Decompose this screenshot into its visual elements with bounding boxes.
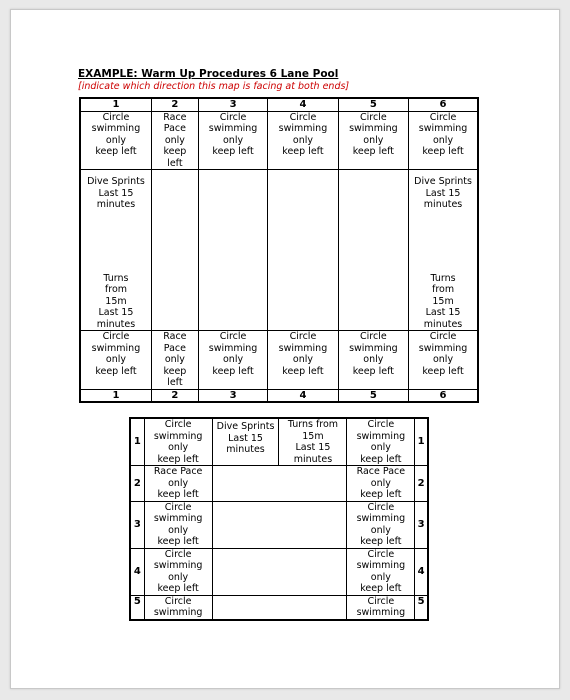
row-number: 1 <box>415 418 428 466</box>
lane-right-instruction <box>347 595 415 620</box>
text-line: minutes <box>226 444 265 455</box>
lane-left-instruction <box>144 466 212 502</box>
pool-center-empty <box>212 501 347 548</box>
text-line: Circle <box>164 595 192 607</box>
text-line: left <box>167 377 183 388</box>
text-line: Circle <box>367 595 395 607</box>
text-line: 15m <box>105 295 127 307</box>
text-line: minutes <box>423 199 463 210</box>
text-line: keep left <box>360 489 402 500</box>
text-line: Circle <box>367 419 395 430</box>
pool-row-5 <box>130 595 428 620</box>
row-number: 3 <box>415 501 428 548</box>
text-line: keep left <box>352 146 394 157</box>
text-line: only <box>168 442 189 453</box>
text-line: 15m <box>302 430 324 442</box>
text-line: keep left <box>212 365 254 377</box>
text-line: swimming <box>356 607 406 618</box>
lane-left-instruction <box>144 595 212 620</box>
text-line: Circle <box>367 501 395 513</box>
text-line: Last 15 <box>425 187 461 199</box>
text-line: minutes <box>293 453 333 465</box>
text-line: Pace <box>163 123 186 134</box>
text-line: Circle <box>102 111 130 123</box>
text-line: Turns from <box>287 419 339 430</box>
dive-sprints-cell <box>212 418 279 466</box>
row-number: 5 <box>415 595 428 620</box>
lane-number: 6 <box>409 389 478 402</box>
text-line: Race <box>163 331 187 342</box>
text-line: keep <box>163 146 187 157</box>
text-line: Dive Sprints <box>87 176 145 187</box>
text-line: keep left <box>157 583 199 594</box>
text-line: swimming <box>153 607 203 618</box>
text-line: Last 15 <box>425 307 461 318</box>
text-line: only <box>363 354 384 365</box>
text-line: swimming <box>356 430 406 442</box>
lane-number: 2 <box>151 389 198 402</box>
pool-row-4 <box>130 548 428 595</box>
lane-1-middle <box>80 170 151 331</box>
text-line: Circle <box>219 111 247 123</box>
text-line: only <box>370 571 391 583</box>
text-line: 15m <box>432 295 454 307</box>
pool-row-2 <box>130 466 428 502</box>
row-number: 2 <box>130 466 144 502</box>
text-line: from <box>431 284 455 295</box>
text-line: only <box>432 134 454 146</box>
lane-instruction <box>151 111 198 170</box>
text-line: swimming <box>278 342 328 354</box>
row-number: 2 <box>415 466 428 502</box>
text-line: keep left <box>282 365 324 377</box>
text-line: Circle <box>429 331 457 342</box>
text-line: Pace <box>163 342 186 354</box>
pool-center-empty <box>212 466 347 502</box>
text-line: Circle <box>429 111 457 123</box>
lane-top-row <box>80 111 478 170</box>
text-line: swimming <box>208 123 258 134</box>
text-line: only <box>223 134 244 146</box>
text-line: only <box>164 134 185 146</box>
text-line: Dive Sprints <box>216 421 275 432</box>
lane-instruction <box>268 111 338 170</box>
lane-number: 3 <box>198 389 267 402</box>
text-line: keep left <box>422 365 464 377</box>
text-line: swimming <box>153 513 203 524</box>
text-line: keep left <box>95 146 137 157</box>
text-line: only <box>164 354 185 365</box>
text-line: swimming <box>153 560 203 571</box>
text-line: swimming <box>418 342 468 354</box>
lane-number: 6 <box>409 98 478 111</box>
lane-instruction <box>338 111 408 170</box>
turns-text <box>81 273 151 331</box>
dive-sprints-text <box>409 170 477 211</box>
text-line: minutes <box>423 318 463 330</box>
lane-number: 5 <box>338 98 408 111</box>
text-line: Circle <box>164 548 192 560</box>
lane-2-middle <box>151 170 198 331</box>
text-line: keep left <box>157 489 199 500</box>
text-line: swimming <box>91 342 141 354</box>
text-line: Circle <box>367 548 395 560</box>
text-line: from <box>104 284 128 295</box>
turns-text <box>409 273 477 331</box>
lane-number: 4 <box>268 389 338 402</box>
lane-instruction <box>151 331 198 390</box>
lane-left-instruction <box>144 501 212 548</box>
text-line: only <box>105 354 127 365</box>
text-line: Circle <box>360 331 387 342</box>
text-line: Circle <box>289 331 317 342</box>
text-line: Race Pace <box>153 466 203 477</box>
row-number: 4 <box>415 548 428 595</box>
pool-center-empty <box>212 595 347 620</box>
pool-row-1 <box>130 418 428 466</box>
lane-6-middle <box>409 170 478 331</box>
lane-right-instruction <box>347 418 415 466</box>
text-line: Last 15 <box>295 442 331 453</box>
text-line: Circle <box>289 111 317 123</box>
text-line: left <box>167 157 183 169</box>
text-line: swimming <box>91 123 141 134</box>
text-line: keep left <box>157 536 199 547</box>
pool-center-empty <box>212 548 347 595</box>
text-line: swimming <box>349 342 398 354</box>
text-line: swimming <box>356 513 406 524</box>
text-line: Race Pace <box>356 466 406 477</box>
text-line: only <box>370 477 391 489</box>
pool-row-3 <box>130 501 428 548</box>
lane-left-instruction <box>144 548 212 595</box>
lane-instruction <box>80 111 151 170</box>
lane-instruction <box>198 111 267 170</box>
text-line: Circle <box>360 111 387 123</box>
text-line: swimming <box>349 123 398 134</box>
pool-map-vertical <box>79 97 479 403</box>
lane-number: 4 <box>268 98 338 111</box>
text-line: only <box>105 134 127 146</box>
text-line: swimming <box>418 123 468 134</box>
text-line: swimming <box>153 430 203 442</box>
lane-right-instruction <box>347 466 415 502</box>
lane-bottom-row <box>80 331 478 390</box>
text-line: keep left <box>360 536 402 547</box>
lane-number: 1 <box>80 389 151 402</box>
lane-instruction <box>409 331 478 390</box>
text-line: keep left <box>422 146 464 157</box>
text-line: keep left <box>212 146 254 157</box>
lane-4-middle <box>268 170 338 331</box>
text-line: Dive Sprints <box>414 176 472 187</box>
text-line: swimming <box>208 342 258 354</box>
lane-instruction <box>268 331 338 390</box>
text-line: only <box>432 354 454 365</box>
text-line: Circle <box>219 331 247 342</box>
text-line: keep left <box>282 146 324 157</box>
text-line: only <box>168 524 189 536</box>
lane-instruction <box>80 331 151 390</box>
text-line: Circle <box>164 501 192 513</box>
text-line: only <box>370 442 391 453</box>
lane-3-middle <box>198 170 267 331</box>
row-number: 5 <box>130 595 144 620</box>
text-line: keep left <box>157 453 199 465</box>
text-line: keep left <box>352 365 394 377</box>
text-line: Turns <box>430 272 456 284</box>
lane-number: 2 <box>151 98 198 111</box>
text-line: Last 15 <box>98 307 134 318</box>
lane-instruction <box>409 111 478 170</box>
row-number: 1 <box>130 418 144 466</box>
text-line: Circle <box>102 331 130 342</box>
text-line: only <box>292 354 313 365</box>
document-title: EXAMPLE: Warm Up Procedures 6 Lane Pool <box>78 68 339 80</box>
lane-number-row-bottom <box>80 389 478 402</box>
row-number: 4 <box>130 548 144 595</box>
lane-5-middle <box>338 170 408 331</box>
text-line: Turns <box>103 272 129 284</box>
document-subtitle: [indicate which direction this map is facing at both ends] <box>78 81 350 92</box>
lane-left-instruction <box>144 418 212 466</box>
text-line: Circle <box>164 419 192 430</box>
text-line: Last 15 <box>228 432 263 444</box>
turns-cell <box>279 418 347 466</box>
text-line: only <box>292 134 313 146</box>
lane-instruction <box>198 331 267 390</box>
text-line: Race <box>163 111 187 123</box>
lane-instruction <box>338 331 408 390</box>
text-line: only <box>168 571 189 583</box>
text-line: swimming <box>278 123 328 134</box>
pool-map-horizontal <box>129 417 429 621</box>
text-line: only <box>223 354 244 365</box>
text-line: minutes <box>96 199 136 210</box>
text-line: keep left <box>360 453 402 465</box>
text-line: keep left <box>360 583 402 594</box>
lane-number: 5 <box>338 389 408 402</box>
text-line: keep left <box>95 365 137 377</box>
text-line: minutes <box>96 318 136 330</box>
lane-number-row-top <box>80 98 478 111</box>
text-line: Last 15 <box>98 187 134 199</box>
lane-right-instruction <box>347 501 415 548</box>
lane-number: 3 <box>198 98 267 111</box>
text-line: swimming <box>356 560 406 571</box>
lane-number: 1 <box>80 98 151 111</box>
text-line: keep <box>163 365 187 377</box>
text-line: only <box>168 477 189 489</box>
text-line: only <box>370 524 391 536</box>
lane-middle-row <box>80 170 478 331</box>
lane-right-instruction <box>347 548 415 595</box>
row-number: 3 <box>130 501 144 548</box>
text-line: only <box>363 134 384 146</box>
dive-sprints-text <box>81 170 151 211</box>
